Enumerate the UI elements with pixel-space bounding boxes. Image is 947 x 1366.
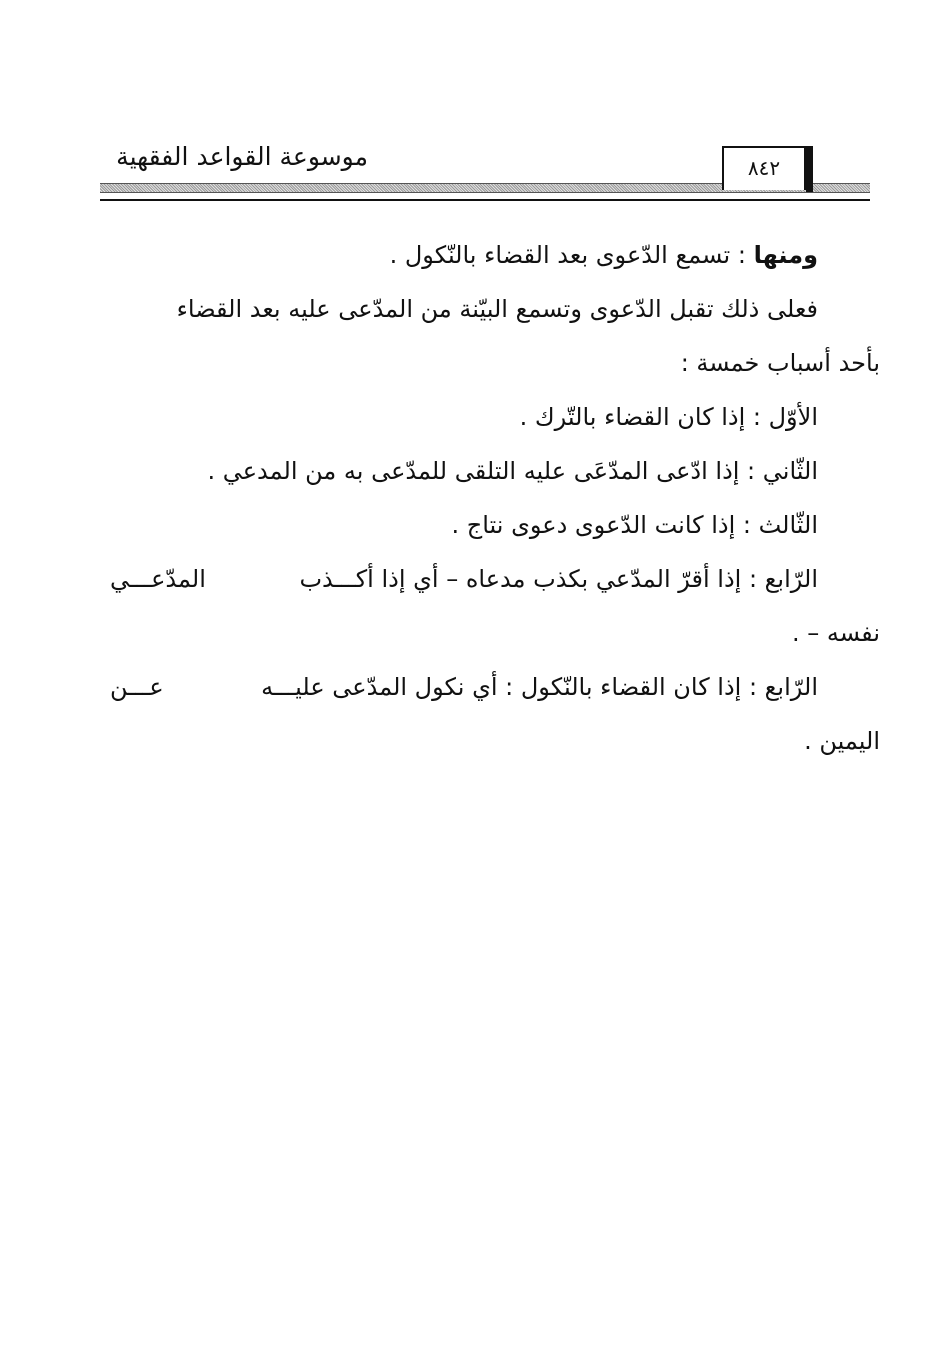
paragraph-2-line-2: بأحد أسباب خمسة : (680, 349, 880, 377)
list-item-3: الثّالث : إذا كانت الدّعوى دعوى نتاج . (451, 511, 818, 539)
list-item-5-line-1 (110, 660, 880, 714)
list-item-5-text-a: الرّابع : إذا كان القضاء بالنّكول : أي نكول المدّعى عليـــه (261, 673, 818, 701)
page-header (100, 138, 870, 208)
list-item-5-text-b: عـــن (110, 673, 164, 701)
page-number-box-shadow (806, 146, 813, 192)
page-number-box (722, 146, 806, 190)
list-item-2: الثّاني : إذا ادّعى المدّعَى عليه التلقى للمدّعى به من المدعي . (207, 457, 818, 485)
list-item-4-line-1 (110, 552, 880, 606)
list-item-4-text-b: المدّعـــي (110, 565, 206, 593)
paragraph-1-lead: ومنها (753, 241, 818, 269)
list-item-5-line-2: اليمين . (804, 727, 880, 755)
list-item-4-line-2: نفسه – . (792, 619, 880, 647)
paragraph-1-text: : تسمع الدّعوى بعد القضاء بالنّكول . (389, 241, 754, 269)
book-title: موسوعة القواعد الفقهية (116, 142, 368, 171)
page-body (110, 228, 880, 768)
paragraph-1 (110, 228, 880, 282)
header-rule (100, 199, 870, 201)
paragraph-2-line-1: فعلى ذلك تقبل الدّعوى وتسمع البيّنة من المدّعى عليه بعد القضاء (176, 295, 818, 323)
list-item-4-text-a: الرّابع : إذا أقرّ المدّعي بكذب مدعاه – أي إذا أكـــذب (299, 565, 818, 593)
list-item-1: الأوّل : إذا كان القضاء بالتّرك . (519, 403, 818, 431)
page-number: ٨٤٢ (747, 156, 781, 180)
